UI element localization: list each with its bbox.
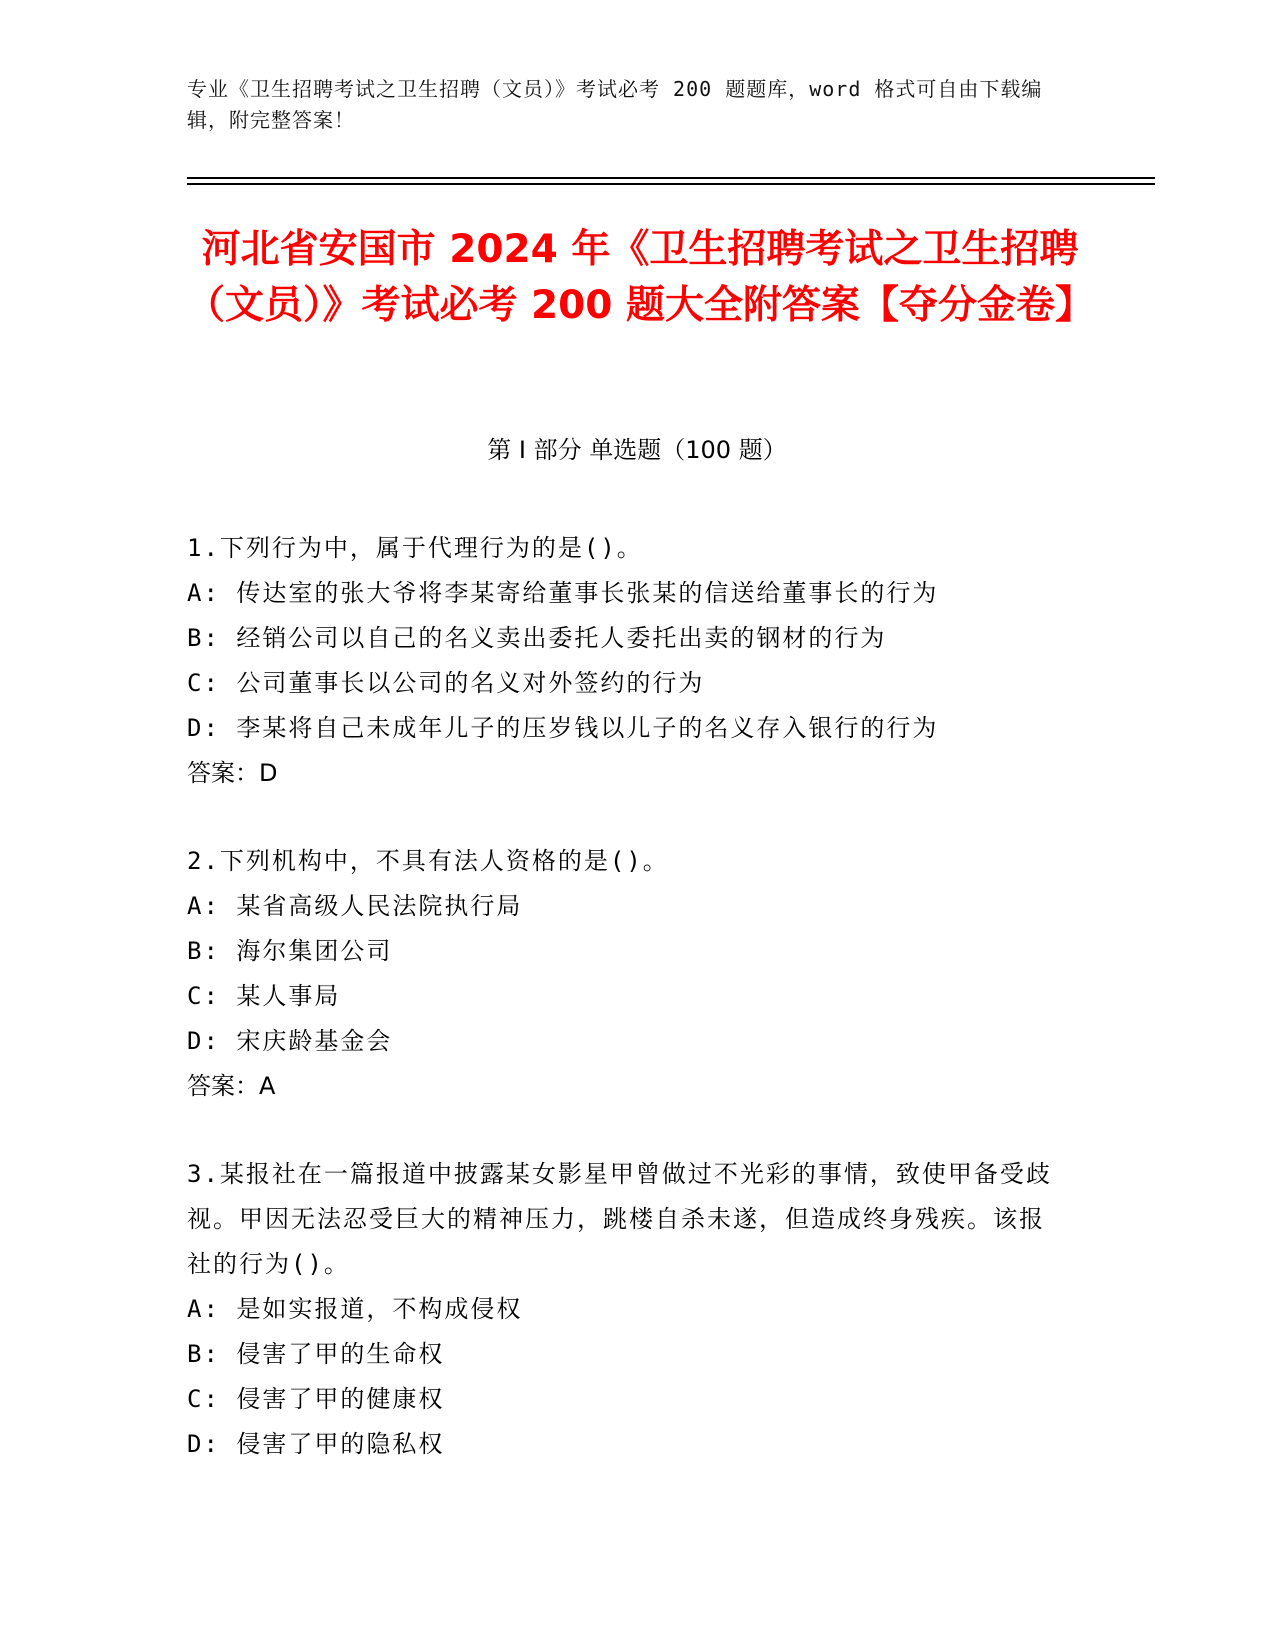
question-3 [187,1152,1067,1467]
header-rule-top [187,177,1155,179]
question-stem: 1.下列行为中，属于代理行为的是()。 [187,534,643,562]
option-c: C: 某人事局 [187,982,341,1010]
option-d: D: 侵害了甲的隐私权 [187,1430,445,1458]
option-a: A: 传达室的张大爷将李某寄给董事长张某的信送给董事长的行为 [187,579,939,607]
header-rule-bottom [187,183,1155,185]
option-a: A: 是如实报道，不构成侵权 [187,1295,523,1323]
option-d: D: 李某将自己未成年儿子的压岁钱以儿子的名义存入银行的行为 [187,714,939,742]
option-b: B: 经销公司以自己的名义卖出委托人委托出卖的钢材的行为 [187,624,887,652]
option-b: B: 侵害了甲的生命权 [187,1340,445,1368]
option-b: B: 海尔集团公司 [187,937,393,965]
question-stem: 3.某报社在一篇报道中披露某女影星甲曾做过不光彩的事情，致使甲备受歧视。甲因无法忍受巨大的精神压力，跳楼自杀未遂，但造成终身残疾。该报社的行为()。 [187,1160,1052,1278]
question-1 [187,526,1067,796]
section-heading: 第 I 部分 单选题（100 题） [487,436,787,464]
question-2 [187,839,1067,1109]
document-title: 河北省安国市 2024 年《卫生招聘考试之卫生招聘（文员）》考试必考 200 题大全附答案【夺分金卷】 [185,227,1095,328]
header-note: 专业《卫生招聘考试之卫生招聘（文员）》考试必考 200 题题库，word 格式可自由下载编辑，附完整答案！ [187,77,1043,132]
option-c: C: 公司董事长以公司的名义对外签约的行为 [187,669,705,697]
answer: 答案：D [187,759,278,787]
question-list [187,526,1067,1510]
option-a: A: 某省高级人民法院执行局 [187,892,523,920]
option-d: D: 宋庆龄基金会 [187,1027,393,1055]
question-stem: 2.下列机构中，不具有法人资格的是()。 [187,847,669,875]
answer: 答案：A [187,1072,276,1100]
option-c: C: 侵害了甲的健康权 [187,1385,445,1413]
